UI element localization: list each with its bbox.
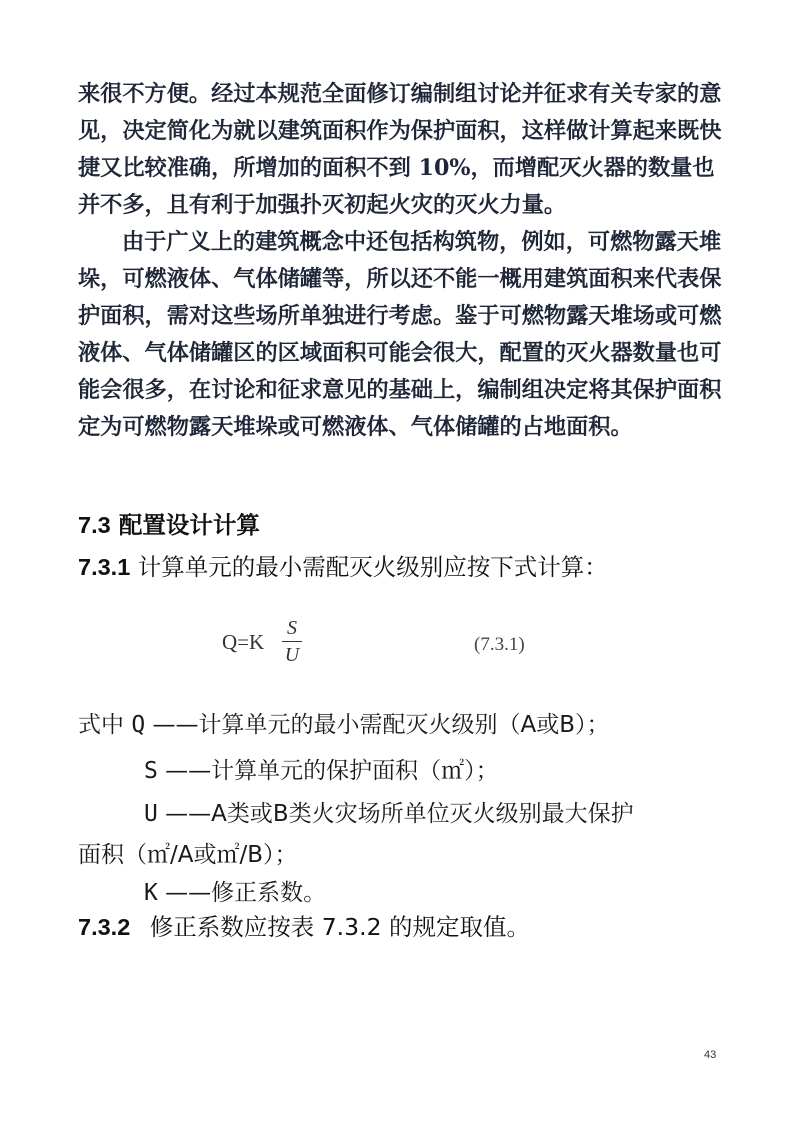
symbol-s: S <box>144 758 158 784</box>
formula <box>222 614 562 678</box>
clause-7-3-1 <box>78 548 608 582</box>
formula-numerator: S <box>287 617 297 639</box>
definitions-intro: 式中 <box>78 712 124 738</box>
symbol-u: U <box>144 801 158 827</box>
clause-text: 计算单元的最小需配灭火级别应按下式计算： <box>137 553 608 581</box>
clause-number: 7.3.1 <box>78 554 131 580</box>
definition-k <box>144 874 799 907</box>
definition-u <box>144 795 799 828</box>
definition-text: 计算单元的保护面积（㎡）； <box>211 758 499 784</box>
dash: —— <box>165 758 212 784</box>
definition-s <box>144 752 799 785</box>
section-number: 7.3 <box>78 512 111 538</box>
formula-fraction <box>282 616 302 667</box>
definition-text: 修正系数。 <box>211 880 327 906</box>
equation-number: (7.3.1) <box>474 634 525 655</box>
definition-text: A类或B类火灾场所单位灭火级别最大保护 <box>211 801 634 827</box>
definition-text: 计算单元的最小需配灭火级别（A或B）； <box>198 712 610 738</box>
definition-q <box>78 706 738 739</box>
dash: —— <box>165 801 212 827</box>
symbol-k: K <box>144 880 158 906</box>
formula-denominator: U <box>284 644 300 666</box>
section-heading <box>78 506 260 540</box>
body-paragraph-2: 由于广义上的建筑概念中还包括构筑物，例如，可燃物露天堆垛，可燃液体、气体储罐等，所以还不能一概用建筑面积来代表保护面积，需对这些场所单独进行考虑。鉴于可燃物露天堆场或可燃液体、气体储罐区的区域面积可能会很大，配置的灭火器数量也可能会很多，在讨论和征求意见的基础上，编制组决定将其保护面积定为可燃物露天堆垛或可燃液体、气体储罐的占地面积。 <box>78 229 722 440</box>
fraction-bar <box>282 641 302 642</box>
page-number: 43 <box>704 1049 717 1061</box>
dash: —— <box>165 880 212 906</box>
clause-7-3-2 <box>78 908 530 942</box>
formula-lhs: Q=K <box>222 630 265 654</box>
symbol-q: Q <box>131 712 146 738</box>
dash: —— <box>152 712 199 738</box>
clause-text: 修正系数应按表 7.3.2 的规定取值。 <box>149 913 530 941</box>
body-paragraph-1: 来很不方便。经过本规范全面修订编制组讨论并征求有关专家的意见，决定简化为就以建筑面积作为保护面积，这样做计算起来既快捷又比较准确，所增加的面积不到 10%，而增配灭火器的数量也并不多，且有利于加强扑灭初起火灾的灭火力量。 <box>78 81 722 218</box>
definition-u-continuation: 面积（㎡/A或㎡/B）； <box>78 842 298 868</box>
section-title: 配置设计计算 <box>118 511 260 539</box>
clause-number: 7.3.2 <box>78 914 131 940</box>
